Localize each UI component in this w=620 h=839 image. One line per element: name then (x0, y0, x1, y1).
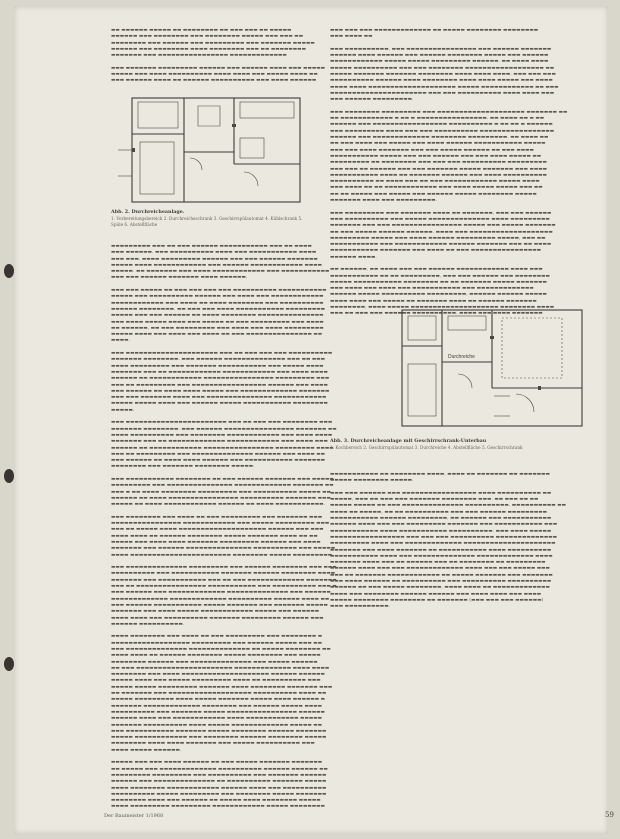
figure-2-caption (111, 209, 309, 239)
figure-2-caption-title: Abb. 2. Durchreicheanlage. (111, 209, 185, 215)
punch-hole (4, 469, 14, 483)
body-text-block: ▬▬▬▬▬▬▬▬▬ ▬▬▬ ▬▬ ▬▬▬ ▬▬▬▬▬▬ ▬▬▬▬▬▬▬▬▬▬▬ ▬▬▬ ▬▬ ▬▬▬▬ ▬▬▬ ▬▬▬▬▬▬. ▬▬▬ ▬▬▬▬▬▬▬▬▬▬ ▬▬▬▬ ▬▬▬ ▬▬▬▬▬▬▬▬▬▬▬ ▬▬▬▬ ▬▬▬ ▬▬▬, ▬▬▬▬ ▬▬▬▬▬▬▬▬▬ ▬▬▬▬▬▬ ▬▬▬ ▬▬▬ ▬▬▬▬▬▬ ▬▬▬▬▬▬▬ ▬▬▬▬▬ ▬▬▬▬ ▬▬▬▬▬▬▬▬▬▬▬▬ ▬▬▬ ▬▬▬▬▬▬ ▬▬▬▬▬▬▬▬▬▬▬▬ ▬▬▬▬ ▬▬▬▬▬. ▬▬ ▬▬▬▬▬▬▬ ▬▬▬ ▬▬▬▬ ▬▬▬▬▬▬▬▬▬▬▬▬ ▬▬▬ ▬▬▬▬▬▬▬▬▬▬▬ ▬▬▬ ▬▬▬ ▬▬▬▬▬▬ ▬▬▬▬▬▬▬ ▬▬▬▬ ▬▬▬▬▬▬. ▬▬▬ ▬▬▬ ▬▬▬▬▬ ▬▬ ▬▬▬ ▬▬▬ ▬▬▬ ▬▬▬ ▬▬▬▬▬▬▬▬▬▬ ▬▬▬▬▬▬▬▬▬▬▬ ▬▬▬▬▬ ▬▬▬ ▬▬▬▬▬▬▬▬▬▬ ▬▬▬▬▬▬ ▬▬▬ ▬▬▬▬ ▬▬▬ ▬▬▬▬▬▬▬▬▬▬▬▬ ▬▬▬▬▬▬▬▬▬▬▬▬ ▬▬▬ ▬▬▬▬ ▬▬ ▬▬▬▬ ▬▬▬▬▬▬▬▬ ▬▬▬ ▬▬▬▬▬▬▬▬▬▬ ▬▬▬▬▬▬ ▬▬▬▬▬▬▬▬. ▬▬ ▬▬▬ ▬▬▬ ▬▬▬▬ ▬▬▬▬▬▬▬▬▬▬▬ ▬▬▬▬▬▬▬▬▬ ▬▬▬▬▬ ▬▬▬ ▬▬▬ ▬▬▬▬▬▬ ▬▬ ▬▬▬▬ ▬▬▬▬▬▬▬▬ ▬▬▬▬▬▬▬▬▬▬▬▬▬▬▬ ▬▬▬ ▬▬▬▬ ▬▬▬▬▬ ▬▬▬▬ ▬▬▬ ▬▬▬▬▬ ▬▬ ▬▬▬ ▬▬▬▬▬▬▬▬▬ ▬▬▬ ▬▬▬▬ ▬▬ ▬▬▬▬▬▬, ▬▬ ▬▬▬ ▬▬▬▬▬▬▬▬▬ ▬▬▬ ▬▬▬▬ ▬▬▬ ▬▬▬▬ ▬▬▬▬▬▬▬▬▬ ▬▬▬▬▬ ▬▬▬▬ ▬▬▬ ▬▬▬▬ ▬▬▬ ▬▬▬▬ ▬▬ ▬▬▬ ▬▬▬▬▬▬▬▬▬▬▬▬▬▬▬ ▬▬ ▬▬▬▬. ▬▬▬ ▬▬▬▬▬▬▬▬▬▬▬▬▬▬▬▬▬▬▬▬▬ ▬▬▬ ▬▬ ▬▬▬ ▬▬▬ ▬▬▬ ▬▬▬▬▬▬▬▬▬▬ ▬▬▬▬▬▬▬ ▬▬▬▬▬▬▬▬. ▬▬▬ ▬▬▬▬▬▬ ▬▬▬▬▬▬▬▬▬▬▬▬▬▬ ▬▬▬ ▬▬ ▬▬▬ ▬▬▬▬ ▬▬▬▬▬▬▬▬▬ ▬▬▬ ▬▬▬▬▬▬▬ ▬▬▬▬▬▬▬▬▬▬▬ ▬▬▬ ▬▬▬▬▬ ▬▬▬▬ ▬▬▬▬▬▬▬ ▬▬▬ ▬▬ ▬▬▬▬▬▬▬▬▬▬▬▬ ▬▬▬▬▬▬▬▬▬▬▬▬ ▬▬▬ ▬▬▬▬ ▬▬▬▬ ▬▬▬▬▬▬ ▬▬ ▬▬▬▬▬▬▬▬▬▬▬▬ ▬▬▬▬▬▬▬▬▬▬▬▬▬▬▬▬ ▬▬▬▬▬▬▬▬▬ ▬▬▬ ▬▬▬ ▬▬ ▬▬▬▬▬▬▬▬▬ ▬▬▬ ▬▬▬▬▬▬▬▬▬▬▬▬▬▬▬▬▬ ▬▬▬▬▬▬ ▬▬▬ ▬▬▬▬ ▬▬▬ ▬▬▬▬▬▬ ▬▬ ▬▬▬▬ ▬▬▬▬ ▬▬▬▬▬ ▬▬▬ ▬▬▬▬▬▬▬▬▬▬▬▬▬ ▬▬▬▬▬▬▬ ▬▬▬ ▬▬▬ ▬▬▬▬▬▬▬ ▬▬▬▬ ▬▬▬ ▬▬▬▬▬▬▬▬▬▬▬▬▬▬▬ ▬▬▬▬▬▬▬▬▬▬▬▬ ▬▬▬▬▬ ▬▬▬▬▬ ▬▬▬▬ ▬▬▬ ▬▬▬▬▬▬ ▬▬▬▬▬ ▬▬▬▬▬▬▬▬▬▬▬ ▬▬▬▬▬▬▬▬ ▬▬▬▬▬. ▬▬▬ ▬▬▬▬▬▬▬▬▬▬▬▬▬▬▬▬▬▬▬▬▬▬▬ ▬▬▬ ▬▬ ▬▬▬ ▬▬▬ ▬▬▬▬▬▬▬▬ ▬▬▬ ▬▬▬▬▬▬▬ ▬▬▬▬▬▬▬▬. ▬▬▬ ▬▬▬▬▬▬ ▬▬▬▬▬▬▬▬▬▬▬▬▬▬▬▬ ▬▬▬▬▬▬▬ ▬▬ ▬▬▬▬ ▬▬▬▬▬▬▬▬▬▬ ▬▬▬ ▬▬▬▬▬▬▬▬ ▬▬▬▬▬▬▬▬▬▬▬▬ ▬▬▬ ▬▬▬▬ ▬▬▬▬ ▬▬▬▬▬▬▬ ▬▬▬ ▬▬ ▬▬▬▬▬▬▬▬▬▬▬▬▬ ▬▬▬▬▬▬▬▬▬▬▬▬ ▬▬▬ ▬▬▬▬ ▬▬▬ ▬▬▬▬▬▬ ▬▬ ▬▬▬▬▬▬▬▬▬▬▬▬ ▬▬▬▬▬▬▬▬▬▬▬▬▬▬▬▬ ▬▬▬▬▬▬▬▬▬ ▬▬▬▬ ▬▬▬ ▬▬ ▬▬▬▬▬▬▬▬▬ ▬▬▬ ▬▬▬▬▬▬▬▬▬▬▬▬▬▬ ▬▬▬▬▬▬ ▬▬▬ ▬▬▬▬ ▬▬ ▬▬▬ ▬▬▬▬▬▬ ▬▬ ▬▬▬▬ ▬▬▬▬ ▬▬▬▬▬▬ ▬▬▬ ▬▬▬▬▬▬▬▬▬▬▬ ▬▬▬▬▬▬▬ ▬▬▬▬▬▬▬▬ ▬▬▬ ▬▬▬▬▬▬▬ ▬▬▬▬▬▬▬▬ ▬▬▬▬▬. ▬▬▬ ▬▬▬▬▬▬▬▬▬▬▬ ▬▬▬▬▬▬▬▬ ▬▬ ▬▬▬ ▬▬▬▬▬▬ ▬▬▬▬▬▬▬ ▬▬▬ ▬▬▬▬▬ ▬▬▬▬▬▬▬▬▬ ▬▬▬ ▬▬▬▬▬▬▬▬▬▬▬▬▬▬▬ ▬▬▬▬▬▬▬▬▬▬▬▬▬ ▬▬▬▬▬▬▬ ▬▬ ▬▬▬ ▬ ▬▬ ▬▬▬▬ ▬▬▬▬▬▬▬▬ ▬▬▬▬▬▬▬▬▬ ▬▬▬ ▬▬▬▬▬▬▬▬▬▬ ▬▬▬▬▬ ▬▬ ▬▬▬▬▬▬ ▬▬ ▬▬▬▬ ▬▬▬▬▬▬▬▬▬▬▬▬▬▬▬▬ ▬▬▬▬▬▬▬▬▬▬ ▬▬▬▬▬▬▬ ▬▬▬ ▬▬▬▬▬ ▬▬ ▬▬▬▬ ▬▬▬▬▬▬▬▬▬▬▬▬ ▬▬▬▬▬▬ ▬▬ ▬▬▬▬ ▬▬▬▬▬▬▬▬▬▬▬. ▬▬▬ ▬▬▬▬▬▬▬▬ ▬▬▬ ▬▬▬▬ ▬▬ ▬▬▬ ▬▬▬▬▬▬▬▬▬ ▬▬▬ ▬▬▬▬▬▬▬ ▬▬▬ ▬▬▬▬▬▬▬▬▬▬▬▬▬▬▬▬ ▬▬▬▬▬▬▬▬▬▬▬▬ ▬▬▬ ▬▬▬▬▬ ▬▬▬▬▬▬▬▬▬ ▬▬▬ ▬▬▬ ▬▬ ▬▬▬▬▬ ▬▬▬▬ ▬▬▬▬▬▬▬▬▬▬▬▬▬▬▬▬▬▬▬▬ ▬▬▬▬▬▬ ▬▬▬ ▬▬▬ ▬▬▬▬ ▬▬▬▬ ▬▬ ▬▬▬▬▬▬ ▬▬▬▬▬▬▬▬ ▬▬▬▬▬ ▬▬▬▬▬▬▬ ▬▬▬▬ ▬▬ ▬▬ ▬▬▬▬▬ ▬▬▬ ▬▬▬▬ ▬▬▬▬ ▬▬▬▬▬▬▬ ▬▬▬▬▬▬▬▬▬ ▬▬▬▬▬▬ ▬▬▬ ▬▬▬▬ ▬▬▬▬▬▬▬ ▬▬▬ ▬▬▬▬▬▬ ▬▬▬▬▬▬▬▬▬▬▬▬▬▬▬ ▬▬▬▬▬▬▬▬▬▬ ▬▬▬ ▬▬▬▬▬ ▬▬▬▬ ▬▬▬▬▬▬▬▬▬▬▬▬▬▬▬▬▬▬▬▬▬▬▬ ▬▬▬▬▬▬▬▬ ▬▬▬▬▬ ▬▬▬▬▬▬▬▬▬. ▬▬▬ ▬▬▬▬▬▬▬▬▬▬▬▬▬▬ ▬▬▬▬▬▬▬▬▬ ▬▬▬ ▬▬▬▬▬▬ ▬▬▬▬▬▬▬▬ ▬▬▬ ▬▬▬ ▬▬▬▬▬▬▬▬▬▬ ▬▬▬ ▬▬▬▬▬▬▬▬▬▬▬ ▬▬▬▬▬▬▬ ▬▬▬▬▬▬ ▬▬▬▬▬▬▬▬ ▬▬▬▬ ▬▬▬▬▬▬▬ ▬▬▬ ▬▬▬▬▬▬▬▬▬▬▬ ▬▬▬ ▬▬ ▬▬▬ ▬▬▬▬▬▬▬▬▬▬▬▬▬ ▬▬▬▬▬▬▬ ▬▬▬ ▬▬ ▬▬▬▬▬▬▬▬▬▬▬▬▬▬▬▬ ▬▬▬▬▬▬▬▬▬▬▬ ▬▬▬ ▬▬▬▬▬▬▬▬▬▬ ▬▬▬ ▬ ▬▬▬ ▬▬▬▬▬▬ ▬▬▬ ▬▬▬▬▬▬▬▬▬▬▬▬▬ ▬▬▬▬▬▬▬▬▬▬▬▬▬▬ ▬▬▬ ▬▬▬▬▬▬ ▬▬▬▬▬▬▬▬▬▬▬▬▬ ▬▬▬▬▬▬▬▬▬▬▬▬▬ ▬▬▬▬▬▬▬▬▬▬ ▬▬▬▬▬▬ ▬▬▬▬ ▬▬ ▬▬▬ ▬▬▬▬▬▬ ▬▬▬▬▬▬▬▬▬▬▬ ▬▬▬▬▬ ▬▬▬▬▬▬▬ ▬▬▬ ▬▬▬▬▬▬▬ ▬▬▬▬▬ ▬▬▬▬▬▬▬ ▬▬▬ ▬▬▬▬ ▬▬▬▬▬ ▬▬▬▬▬▬▬▬▬▬▬▬ ▬▬▬▬▬ ▬▬▬ ▬▬▬▬▬▬ ▬▬▬▬ ▬▬▬▬ ▬▬▬ ▬▬▬▬▬▬▬▬▬▬ ▬▬▬▬▬▬▬ ▬▬▬▬▬▬▬▬▬ ▬▬▬▬▬▬ ▬▬▬ ▬▬▬▬▬▬ ▬▬▬▬▬▬▬▬▬▬. ▬▬▬▬ ▬▬▬▬▬▬▬▬ ▬▬▬ ▬▬▬▬ ▬▬ ▬▬▬ ▬▬▬▬▬▬▬▬▬ ▬▬▬ ▬▬▬▬▬▬▬▬ ▬ ▬▬▬▬▬▬▬▬▬▬▬▬▬▬▬▬▬▬ ▬▬▬▬▬▬▬▬▬ ▬▬▬ ▬▬▬▬▬▬ ▬▬▬▬▬ ▬▬▬ ▬▬ ▬▬▬ ▬▬▬▬▬▬▬▬▬▬▬▬▬▬ ▬▬▬▬▬▬▬▬▬▬▬▬▬▬ ▬▬ ▬▬▬▬▬ ▬▬▬▬▬▬▬▬ ▬▬ ▬▬▬▬ ▬▬▬▬ ▬▬ ▬▬▬▬▬▬ ▬▬▬▬▬▬▬▬ ▬▬▬▬▬ ▬▬▬▬▬▬▬▬ ▬▬▬ ▬▬▬▬▬ ▬▬▬▬▬▬▬▬ ▬▬▬▬▬▬ ▬▬▬ ▬▬▬▬▬▬▬▬▬▬▬▬▬▬ ▬▬▬ ▬▬▬▬▬ ▬▬▬▬▬▬ ▬▬ ▬▬▬ ▬▬▬▬▬▬▬▬▬▬▬▬▬▬▬▬▬▬▬▬▬▬ ▬▬▬▬▬▬▬▬▬▬▬▬▬ ▬▬▬▬ ▬▬▬▬ ▬▬▬▬▬▬▬▬ ▬▬▬ ▬▬▬▬ ▬▬▬▬▬▬▬▬▬▬▬▬▬▬▬▬▬▬▬▬ ▬▬▬▬▬▬ ▬▬▬▬▬▬ ▬▬▬▬▬ ▬▬▬▬ ▬▬▬ ▬▬▬▬▬ ▬▬▬▬▬▬▬▬▬ ▬▬▬▬ ▬▬ ▬▬▬▬▬▬▬▬▬▬ ▬▬▬ ▬▬▬▬▬ ▬▬▬▬▬ ▬▬▬▬▬▬▬▬▬ ▬▬▬▬▬▬▬ ▬▬▬▬ ▬▬▬▬▬▬▬▬ ▬▬▬▬▬▬▬ ▬▬▬ ▬▬ ▬▬▬▬▬▬▬ ▬▬▬ ▬▬▬▬▬▬▬▬▬▬▬▬▬▬▬▬▬▬▬ ▬▬▬▬▬▬▬▬▬▬ ▬▬▬▬ ▬▬ ▬▬▬▬▬ ▬▬▬▬▬▬▬▬▬ ▬▬▬▬ ▬▬▬▬▬ ▬▬▬▬▬▬▬ ▬▬▬▬▬ ▬▬▬▬ ▬▬▬▬▬▬ ▬ ▬▬▬▬▬▬▬ ▬▬▬▬▬▬▬▬▬▬▬▬▬ ▬▬▬▬▬▬▬▬ ▬▬▬ ▬▬▬▬▬▬ ▬▬▬▬▬ ▬▬▬▬ ▬▬▬▬▬▬▬▬▬▬ ▬▬▬ ▬▬▬▬▬▬▬ ▬▬▬▬▬ ▬▬▬▬▬▬▬▬▬▬▬▬▬▬▬▬ ▬▬▬▬▬▬ ▬▬▬▬▬▬ ▬▬▬▬ ▬▬▬ ▬▬▬▬▬▬▬▬▬▬▬▬ ▬▬▬▬ ▬▬▬▬▬▬▬▬▬▬▬▬ ▬▬▬▬▬ ▬▬▬▬▬▬▬ ▬▬▬▬▬▬▬▬▬▬ ▬▬▬▬ ▬▬▬▬▬ ▬▬▬▬▬▬▬▬▬▬▬▬▬ ▬▬▬▬▬ ▬▬ ▬▬▬ ▬▬▬▬▬▬▬▬▬▬▬ ▬▬▬▬▬▬▬ ▬▬▬▬▬ ▬▬▬▬▬▬▬▬ ▬▬▬▬▬▬ ▬▬▬▬▬▬▬ ▬▬▬▬▬ ▬▬▬▬▬▬▬▬▬▬▬▬ ▬▬▬ ▬▬▬▬▬▬▬▬ ▬▬▬▬▬▬ ▬▬▬▬▬▬▬▬ ▬▬▬▬▬ ▬▬▬▬▬▬▬▬ ▬▬▬▬ ▬▬▬▬ ▬▬▬▬▬▬▬ ▬▬▬ ▬▬▬▬▬ ▬▬▬▬▬▬▬▬▬▬ ▬▬▬ ▬▬▬▬ ▬▬▬▬▬ ▬▬▬▬▬▬. ▬▬▬▬▬ ▬▬▬ ▬▬▬ ▬▬▬▬ ▬▬▬▬▬▬ ▬▬ ▬▬▬ ▬▬▬▬▬ ▬▬▬▬▬▬▬ ▬▬▬▬▬▬▬ ▬▬ ▬▬▬▬▬ ▬▬▬ ▬▬▬▬▬▬▬▬▬▬▬▬▬ ▬▬▬▬▬▬▬▬▬▬ ▬▬▬▬▬▬ ▬▬▬▬▬▬ ▬▬ ▬▬▬▬▬▬▬▬▬ ▬▬▬▬▬▬▬▬▬ ▬▬▬ ▬▬▬▬▬▬▬▬▬▬ ▬▬▬ ▬▬▬▬▬▬▬ ▬▬▬▬▬▬ ▬▬▬▬▬▬ ▬▬▬ ▬▬▬▬▬▬▬▬▬▬▬▬▬▬ ▬▬ ▬▬▬▬▬▬▬▬▬▬ ▬▬▬▬▬▬▬ ▬▬▬▬▬ ▬▬▬▬ ▬▬▬▬▬▬▬▬ ▬▬▬▬▬▬▬▬▬▬▬▬ ▬▬▬▬▬▬ ▬▬▬▬ ▬▬▬ ▬▬▬▬▬▬▬▬▬▬ ▬▬▬▬▬▬▬▬▬▬ ▬▬▬▬▬ ▬▬▬▬▬▬▬▬▬ ▬▬▬ ▬▬▬▬▬▬▬▬ ▬▬▬▬▬ ▬▬▬▬▬▬▬ ▬▬▬▬▬▬▬▬ ▬▬▬▬ ▬▬▬ ▬▬▬▬▬▬ ▬▬ ▬▬▬▬▬ ▬▬▬▬ ▬▬▬▬▬▬▬▬ ▬▬▬▬▬ ▬▬▬▬ ▬▬▬▬▬▬▬▬▬ ▬▬▬▬▬▬▬▬▬ ▬▬▬▬▬▬▬▬▬▬▬▬ ▬▬▬▬▬ ▬▬▬▬▬▬▬▬ (111, 244, 337, 810)
figure-2-caption-legend: 1. Vorbereitungsbereich 2. Durchreicheschrank 3. Geschirrspülautomat 4. Kühlschrank 5. Spüle 6. Abstellfläche (111, 216, 303, 228)
figure-3-caption (330, 438, 570, 468)
document-page (14, 6, 614, 834)
punch-hole (4, 264, 14, 278)
punch-hole (4, 657, 14, 671)
page-number: 59 (605, 811, 614, 819)
body-text-block: ▬▬▬▬▬▬▬▬▬▬▬ ▬▬ ▬▬▬▬▬▬▬▬ ▬▬▬▬, ▬▬▬▬ ▬▬ ▬▬▬▬▬▬▬ ▬▬ ▬▬▬▬▬▬▬ ▬▬▬▬▬ ▬▬▬▬▬▬▬▬ ▬▬▬▬▬. ▬▬▬ ▬▬▬ ▬▬▬▬▬▬ ▬▬▬ ▬▬▬▬▬▬▬▬▬▬▬▬▬▬▬▬▬ ▬▬▬▬ ▬▬▬▬▬▬▬▬▬▬ ▬▬ ▬▬▬▬▬, ▬▬▬ ▬▬ ▬▬▬ ▬▬▬ ▬▬▬▬▬▬▬ ▬▬▬▬▬▬▬▬ ▬▬▬. ▬▬ ▬▬▬ ▬▬ ▬▬ ▬▬▬▬▬ ▬▬▬▬▬ ▬▬ ▬▬▬ ▬▬▬▬▬▬▬▬▬▬▬▬▬▬ ▬▬▬▬▬▬▬▬▬▬. ▬▬▬▬▬▬▬▬▬▬ ▬▬ ▬▬▬▬ ▬▬ ▬▬▬▬▬, ▬▬ ▬▬ ▬▬▬▬▬▬▬▬▬▬ ▬▬▬ ▬▬▬ ▬▬▬▬▬▬ ▬▬▬▬▬▬▬▬▬ ▬▬▬▬▬▬▬▬▬▬▬ ▬▬▬▬▬▬ ▬▬▬▬▬▬▬▬▬, ▬▬ ▬▬▬▬▬▬ ▬▬▬ ▬▬▬▬▬▬▬▬▬▬▬ ▬▬▬▬▬▬ ▬▬▬▬ ▬▬▬ ▬▬▬ ▬▬▬▬▬▬▬▬▬ ▬▬▬▬▬▬▬ ▬▬▬ ▬▬▬▬▬▬▬▬▬▬▬ ▬▬▬ ▬▬▬▬▬▬▬▬▬▬▬ ▬▬▬▬ ▬▬▬▬▬▬▬▬▬▬▬ ▬▬▬▬▬▬▬▬▬▬. ▬▬▬ ▬▬▬▬ ▬▬▬▬▬ ▬▬▬▬▬▬▬▬▬▬▬▬▬▬▬▬▬ ▬▬▬ ▬▬▬ ▬▬▬ ▬▬▬▬▬▬▬▬▬▬ ▬▬▬▬▬▬▬▬▬▬▬▬▬▬ ▬▬▬▬▬▬▬▬▬ ▬▬▬▬ ▬▬▬ ▬▬▬▬▬▬▬▬▬▬▬▬▬ ▬▬▬▬▬▬▬▬▬▬▬▬▬▬▬▬▬▬▬▬▬ ▬▬▬▬▬▬▬ ▬▬▬ ▬▬▬▬ ▬▬▬▬▬▬▬ ▬▬ ▬▬▬▬▬▬▬▬▬▬▬ ▬▬▬▬ ▬▬▬▬▬▬▬▬▬▬ ▬▬▬▬▬▬▬▬▬▬▬ ▬▬▬▬ ▬▬▬ ▬▬▬▬▬▬▬▬▬▬▬▬▬▬ ▬▬▬▬▬▬▬▬▬▬▬▬▬ ▬▬▬▬ ▬▬▬▬▬▬▬ ▬▬▬▬ ▬▬▬ ▬▬ ▬▬▬▬▬▬ ▬▬▬ ▬▬ ▬▬▬▬▬▬▬▬ ▬▬ ▬▬▬▬▬▬▬▬▬ ▬▬▬▬▬▬ ▬▬▬▬ ▬▬▬ ▬▬▬ ▬▬▬▬▬▬▬▬▬▬▬▬▬ ▬▬▬▬ ▬▬▬ ▬▬▬ ▬▬▬▬▬ ▬▬▬ ▬▬▬ ▬▬ ▬▬▬▬▬▬▬ ▬▬▬▬▬▬▬▬▬▬▬▬ ▬▬ ▬▬▬▬▬ ▬▬▬▬▬▬▬ ▬▬▬ ▬▬▬▬▬▬▬ ▬▬▬ ▬▬▬▬ ▬▬▬▬▬▬ ▬▬ ▬▬▬▬▬▬▬▬▬▬ ▬▬▬ ▬▬▬▬▬▬▬▬▬▬ ▬▬▬▬▬▬▬▬▬▬ ▬▬▬▬▬▬ ▬▬ ▬▬▬ ▬▬▬▬▬ ▬▬▬▬▬▬▬▬, ▬▬▬▬ ▬▬▬▬ ▬▬ ▬▬▬▬▬▬▬▬▬▬▬▬▬ ▬▬▬▬ ▬▬▬ ▬▬▬▬▬▬▬▬ ▬▬▬▬▬▬ ▬▬▬▬▬▬ ▬▬▬ ▬▬▬▬ ▬▬▬▬ ▬▬▬ ▬▬▬▬ ▬▬▬▬▬ ▬▬▬▬▬▬▬▬ ▬▬▬▬▬▬▬▬ ▬▬ ▬▬▬▬▬▬▬ (▬▬▬ ▬▬▬ ▬▬▬ ▬▬▬▬▬▬) ▬▬▬ ▬▬▬▬▬▬▬▬▬▬. (330, 472, 566, 610)
floor-plan-figure-3 (398, 306, 586, 430)
body-text-block: ▬▬ ▬▬▬▬▬▬ ▬▬▬▬▬ ▬▬ ▬▬▬▬▬▬▬▬ ▬▬ ▬▬▬ ▬▬▬ ▬▬ ▬▬▬▬▬ ▬▬▬▬▬▬ ▬▬▬ ▬▬▬▬▬▬▬▬ ▬▬▬ ▬▬▬▬▬▬▬▬ ▬▬▬▬▬ ▬▬▬ ▬▬▬ ▬▬ ▬▬▬▬▬▬▬▬ ▬▬▬ ▬▬▬▬▬▬ ▬▬▬ ▬▬▬▬▬▬▬▬▬ ▬▬▬ ▬▬▬▬▬▬▬ ▬▬▬▬▬ ▬▬▬▬▬▬ ▬▬▬ ▬▬▬▬▬▬▬▬ ▬▬▬▬ ▬▬▬▬▬▬▬▬ ▬▬▬ ▬▬ ▬▬▬▬▬▬▬▬ ▬▬▬▬▬▬▬ ▬▬▬ ▬▬▬▬▬▬▬▬▬▬▬▬▬▬▬▬ ▬▬▬▬▬▬▬▬▬▬▬▬▬ ▬▬▬ ▬▬▬▬▬▬▬ ▬▬▬▬▬▬▬▬▬ ▬▬▬▬▬▬ ▬▬▬ ▬▬▬▬▬▬ ▬▬▬▬ ▬▬▬ ▬▬▬▬▬ ▬▬▬▬▬ ▬▬▬ ▬▬▬▬ ▬▬▬▬▬▬▬▬▬▬ ▬▬▬▬ ▬▬▬▬ ▬▬▬ ▬▬▬▬▬ ▬▬▬▬ ▬▬ ▬▬▬ ▬▬▬▬▬▬ ▬▬▬▬ ▬▬ ▬▬▬▬▬▬ ▬▬▬▬▬▬▬▬▬▬ ▬▬▬ ▬▬▬▬ ▬▬▬▬▬▬ (111, 28, 326, 84)
figure-3-plan-label: Durchreiche (448, 354, 475, 360)
figure-3-caption-legend: 1. Kochbereich 2. Geschirrspülautomat 3. Durchreiche 4. Abstellfläche 5. Geschirrschrank (330, 445, 523, 451)
floor-plan-figure-2 (114, 94, 306, 206)
figure-3-caption-title: Abb. 3. Durchreicheanlage mit Geschirrschrank-Unterbau (330, 438, 487, 444)
footer-publication: Der Baumeister 1/1968 (104, 813, 164, 819)
body-text-block: ▬▬▬ ▬▬▬ ▬▬▬ ▬▬▬▬▬▬▬▬▬▬▬▬▬ ▬▬ ▬▬▬▬▬ ▬▬▬▬▬▬▬▬ ▬▬▬▬▬▬▬▬ ▬▬▬ ▬▬▬▬ ▬▬ ▬▬▬ ▬▬▬▬▬▬▬▬▬▬, ▬▬▬ ▬▬▬▬▬▬▬▬▬▬▬▬▬▬▬▬ ▬▬▬ ▬▬▬▬▬▬ ▬▬▬▬▬▬▬ ▬▬▬▬▬▬ ▬▬▬▬ ▬▬▬▬▬▬ ▬▬▬ ▬▬▬▬▬▬ ▬▬▬▬▬▬▬▬ ▬▬▬▬▬ ▬▬▬ ▬▬▬▬▬▬ ▬▬▬▬▬▬▬▬▬▬▬▬ ▬▬▬▬▬ ▬▬▬▬▬ ▬▬▬▬▬▬▬▬▬ ▬▬▬▬▬▬. ▬▬ ▬▬▬▬ ▬▬▬▬ ▬▬▬▬▬ ▬▬▬▬▬▬▬▬▬▬ ▬▬▬ ▬▬▬ ▬▬▬▬▬▬▬▬ ▬▬▬▬▬▬▬▬▬▬▬▬▬▬▬▬▬▬ ▬▬ ▬▬▬▬▬ ▬▬▬▬▬▬▬ ▬▬▬▬▬▬▬ ▬▬▬▬▬▬▬▬ ▬▬▬▬ ▬▬▬▬ ▬▬▬▬. ▬▬▬ ▬▬▬ ▬▬▬ ▬▬▬▬▬▬▬▬▬▬ ▬▬▬▬▬▬ ▬▬▬▬ ▬▬▬▬▬▬▬▬ ▬▬▬▬ ▬▬▬▬ ▬▬▬▬▬ ▬▬▬ ▬▬▬▬ ▬▬▬▬ ▬▬▬▬ ▬▬▬▬▬▬▬▬▬▬▬▬▬▬▬▬▬▬▬▬ ▬▬▬▬▬ ▬▬▬▬▬▬▬▬▬▬▬▬ ▬▬ ▬▬▬ ▬▬▬▬▬▬▬▬▬▬▬▬▬▬▬▬▬▬▬▬▬▬ ▬▬▬ ▬▬▬ ▬▬▬▬▬▬▬▬▬▬ ▬▬▬▬ ▬▬▬▬ ▬▬▬ ▬▬▬ ▬▬▬▬▬▬ ▬▬▬▬▬▬▬▬▬. ▬▬▬ ▬▬▬▬▬▬▬▬ ▬▬▬▬▬▬▬▬▬ ▬▬▬ ▬▬▬▬▬▬▬▬▬▬▬▬▬▬▬▬▬▬▬▬ ▬▬▬▬▬▬▬ ▬▬ ▬▬ ▬▬▬▬▬▬▬▬▬▬▬▬ ▬ ▬▬ ▬ ▬▬▬▬▬▬▬▬▬▬▬▬▬▬▬▬. ▬▬ ▬▬▬▬ ▬▬ ▬ ▬▬ ▬▬▬▬▬▬ ▬▬▬ ▬▬▬▬▬▬▬▬▬▬▬▬▬▬▬▬▬ ▬▬▬▬▬▬▬▬▬▬ ▬ ▬▬ ▬▬ ▬ ▬▬▬▬▬▬ ▬▬▬ ▬▬▬▬▬▬▬▬▬ ▬▬▬▬ ▬▬▬ ▬▬▬ ▬▬▬▬▬▬▬▬▬▬ ▬▬▬▬▬▬▬▬▬▬▬▬▬▬▬▬▬ ▬▬▬▬▬▬ ▬▬▬ ▬▬▬▬▬▬▬▬▬▬▬▬▬ ▬▬▬▬▬▬▬▬ ▬▬▬▬▬▬▬▬▬. ▬▬ ▬▬▬▬ ▬▬ ▬▬ ▬▬▬ ▬▬▬▬ ▬▬▬ ▬▬▬▬▬ ▬▬▬ ▬▬▬▬ ▬▬▬▬▬▬ ▬▬▬▬▬▬▬▬▬▬▬ ▬▬▬▬▬ ▬▬▬ ▬▬▬ ▬▬▬▬ ▬▬▬▬▬▬▬ ▬▬▬ ▬▬▬ ▬▬▬▬▬ ▬▬▬▬▬▬ ▬▬ ▬▬▬ ▬▬▬▬ ▬▬▬▬▬▬▬▬▬▬▬ ▬▬▬▬▬ ▬▬▬ ▬▬▬ ▬▬▬▬▬▬ ▬▬▬ ▬▬▬ ▬▬▬▬ ▬▬▬▬▬ ▬▬ ▬▬▬▬▬▬▬▬▬ ▬▬ ▬▬▬▬▬▬▬▬ ▬▬▬ ▬▬▬ ▬▬▬ ▬▬▬▬▬▬▬▬▬▬ ▬▬▬▬▬▬▬▬▬ ▬▬▬ ▬▬▬ ▬▬ ▬▬▬▬▬▬ ▬▬▬ ▬▬▬ ▬▬▬▬▬▬▬ ▬▬▬▬▬ ▬▬▬▬▬▬▬ ▬▬▬ ▬▬▬▬ ▬▬▬▬▬▬▬▬▬▬▬ ▬▬▬▬ ▬▬ ▬▬▬▬▬▬▬ ▬▬▬▬▬▬ ▬▬▬ ▬▬▬▬ ▬▬▬▬▬▬▬▬▬▬ ▬▬▬▬▬▬▬▬▬▬ ▬▬ ▬▬▬▬ ▬▬▬ ▬▬ ▬▬▬ ▬▬▬▬▬▬▬▬▬▬▬▬ ▬▬▬▬▬ ▬▬▬▬ ▬▬▬ ▬▬▬▬ ▬▬ ▬▬ ▬▬▬▬▬▬▬▬▬▬▬▬ ▬▬▬ ▬▬▬▬ ▬▬▬▬▬ ▬▬▬▬▬ ▬▬▬ ▬▬ ▬▬ ▬▬ ▬▬▬▬▬ ▬▬▬ ▬▬▬▬▬ ▬▬▬ ▬▬▬▬▬▬ ▬▬▬▬▬ ▬▬▬▬▬▬▬▬ ▬▬▬▬▬ ▬▬▬▬▬▬▬ ▬▬▬▬ ▬▬▬ ▬▬▬▬▬▬▬▬▬. ▬▬▬ ▬▬▬▬▬▬▬▬▬ ▬▬▬ ▬▬▬▬▬▬▬ ▬▬▬▬ ▬▬ ▬▬▬▬▬▬▬, ▬▬▬ ▬▬▬ ▬▬▬▬▬▬ ▬▬▬ ▬▬▬▬▬▬▬▬▬▬ ▬▬▬ ▬▬▬▬▬ ▬▬▬▬▬▬▬▬▬▬▬▬▬▬ ▬▬▬▬ ▬▬▬▬▬▬▬▬▬ ▬▬▬▬▬▬▬ ▬▬▬ ▬▬▬ ▬▬▬▬▬▬▬▬▬▬▬▬▬▬▬▬ ▬▬▬▬▬ ▬▬▬ ▬▬▬▬▬ ▬▬▬▬▬▬▬ ▬▬ ▬▬▬ ▬▬▬▬▬ ▬▬▬▬▬▬ ▬▬▬▬▬▬. ▬▬▬▬ ▬▬▬ ▬▬▬▬▬▬▬▬▬▬▬▬▬▬▬▬▬▬▬ ▬▬▬▬▬▬▬▬▬ ▬▬▬▬▬ ▬▬▬ ▬▬▬▬ ▬▬▬▬▬▬ ▬▬▬▬▬▬▬▬▬ ▬▬▬▬▬, ▬▬▬ ▬▬ ▬▬▬▬▬▬▬▬▬▬▬ ▬▬▬ ▬▬▬▬▬▬▬▬▬▬▬▬ ▬▬▬▬▬▬ ▬▬▬▬▬▬▬ ▬▬▬ ▬▬ ▬▬▬▬ ▬▬▬▬▬▬▬▬▬▬▬ ▬▬▬▬▬▬▬ ▬▬▬ ▬▬▬▬ ▬▬ ▬▬▬ ▬▬▬▬▬▬▬▬▬▬▬▬▬▬▬▬ ▬▬▬▬▬▬ ▬▬▬▬. ▬▬ ▬▬▬▬▬▬, ▬▬ ▬▬▬▬ ▬▬▬ ▬▬▬ ▬▬▬▬▬▬ ▬▬▬▬▬▬▬▬▬▬▬▬ ▬▬▬▬ ▬▬▬ ▬▬▬▬▬▬▬▬▬▬▬ ▬▬ ▬▬ ▬▬▬▬▬▬▬▬▬, ▬▬▬ ▬▬▬ ▬▬▬▬▬▬ ▬▬▬ ▬▬▬▬▬▬▬▬ ▬▬▬▬▬ ▬▬▬▬▬▬▬▬▬▬▬ ▬▬▬▬▬▬▬▬ ▬▬ ▬▬ ▬▬▬▬▬▬▬ ▬▬▬▬▬ ▬▬▬▬▬▬▬ ▬▬▬ ▬▬▬▬ ▬▬▬ ▬▬▬▬ ▬▬▬ ▬▬▬▬▬▬▬▬▬▬▬ ▬▬▬ ▬▬▬▬▬▬▬▬▬▬▬▬▬ ▬▬▬▬▬▬ ▬▬▬▬▬ ▬▬▬▬▬▬▬▬▬▬ ▬▬▬▬▬▬▬▬▬, ▬▬▬▬▬▬ ▬▬▬▬▬▬ ▬▬▬▬▬ ▬▬▬▬ ▬▬▬▬ ▬▬▬ ▬▬▬▬▬ ▬▬ ▬▬▬▬▬▬▬ ▬▬▬▬ ▬▬ ▬▬▬▬▬▬ ▬▬▬▬▬▬▬ ▬▬▬▬▬▬▬▬, ▬▬▬▬ ▬▬▬▬▬ ▬▬▬▬▬▬▬▬▬▬▬▬▬▬▬▬▬▬▬▬ ▬▬▬▬▬▬▬▬ ▬▬▬▬ ▬▬▬ ▬▬ ▬▬▬ ▬▬▬ ▬▬▬▬▬▬ ▬▬▬▬▬▬▬▬▬▬. ▬▬▬▬ ▬▬▬ ▬▬▬▬ ▬▬▬▬▬▬▬ (330, 28, 568, 317)
